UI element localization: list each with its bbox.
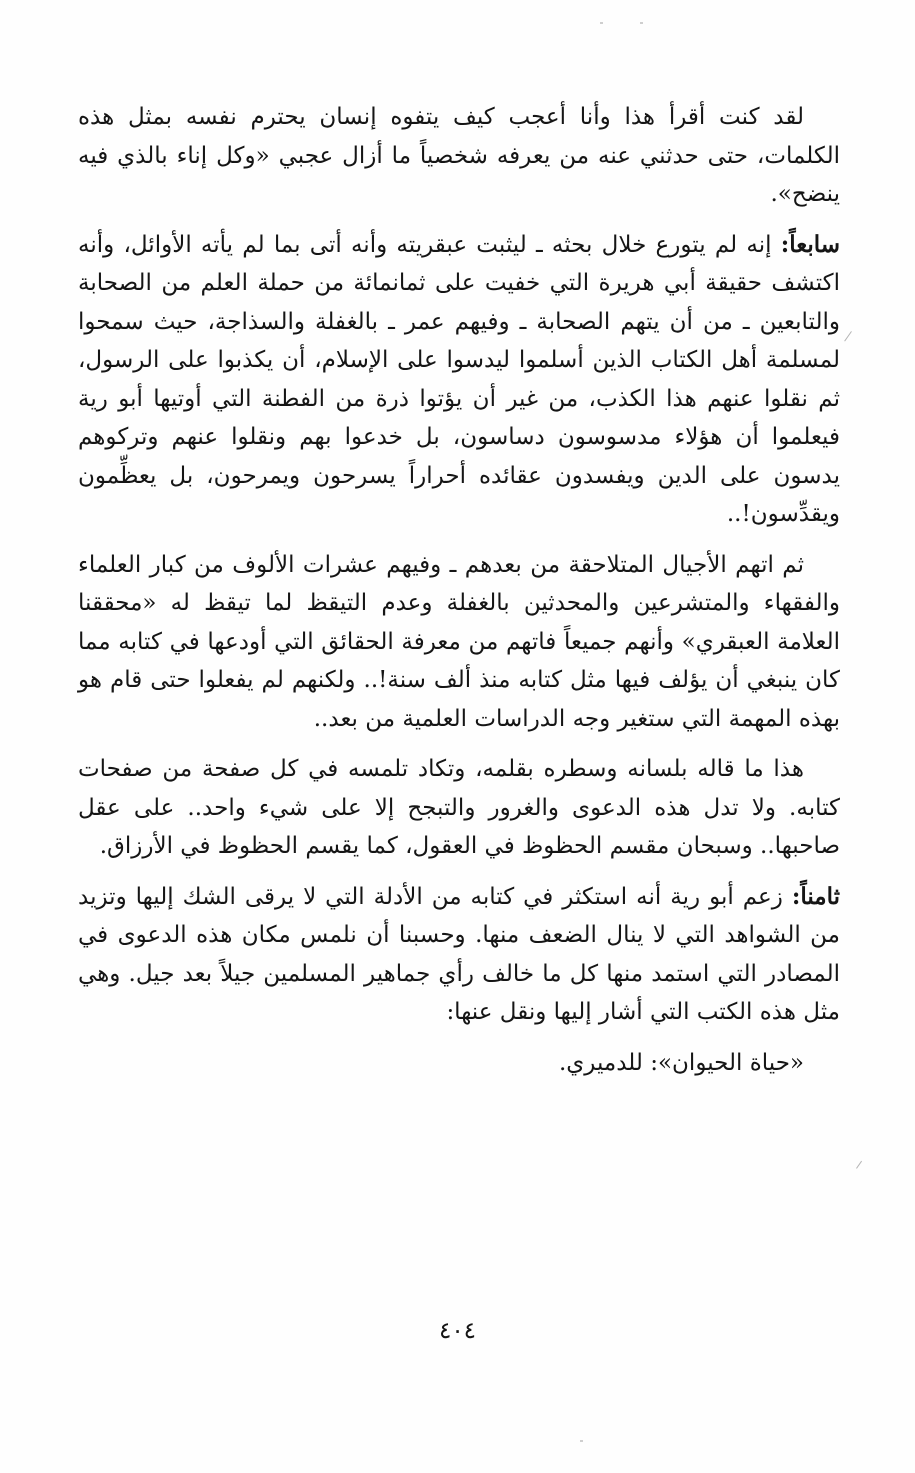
paragraph-2-text: إنه لم يتورع خلال بحثه ـ ليثبت عبقريته وأنه أتى بما لم يأته الأوائل، وأنه اكتشف حقيقة أبي هريرة التي خفيت على ثمانمائة من حملة العلم من الصحابة والتابعين ـ من أن يتهم الصحابة ـ وفيهم عمر ـ بالغفلة والسذاجة، حيث سمحوا لمسلمة أهل الكتاب الذين أسلموا ليدسوا على الإسلام، أن يكذبوا على الرسول، ثم نقلوا عنهم هذا الكذب، من غير أن يؤتوا ذرة من الفطنة التي أوتيها أبو رية فيعلموا أن هؤلاء مدسوسون دساسون، بل خدعوا بهم ونقلوا عنهم وتركوهم يدسون على الدين ويفسدون عقائده أحراراً يسرحون ويمرحون، بل يعظِّمون ويقدِّسون!..	[78, 231, 840, 527]
paragraph-6-text: «حياة الحيوان»: للدميري.	[558, 1049, 804, 1076]
scan-speck	[640, 22, 643, 24]
paragraph-6	[78, 1044, 840, 1083]
paragraph-5	[78, 878, 840, 1032]
margin-pencil-mark	[844, 331, 857, 345]
paragraph-3	[78, 546, 840, 739]
paragraph-4-text: هذا ما قاله بلسانه وسطره بقلمه، وتكاد تلمسه في كل صفحة من صفحات كتابه. ولا تدل هذه الدعوى والغرور والتبجح إلا على شيء واحد.. على عقل صاحبها.. وسبحان مقسم الحظوظ في العقول، كما يقسم الحظوظ في الأرزاق.	[78, 756, 840, 859]
page-number: ٤٠٤	[438, 1318, 477, 1344]
margin-pencil-mark	[856, 1161, 867, 1172]
scan-speck	[600, 22, 603, 24]
paragraph-2-lead: سابعاً:	[780, 230, 840, 258]
body-text	[78, 98, 840, 1094]
paragraph-5-text: زعم أبو رية أنه استكثر في كتابه من الأدلة التي لا يرقى الشك إليها وتزيد من الشواهد التي لا ينال الضعف منها. وحسبنا أن نلمس مكان هذه الدعوى في المصادر التي استمد منها كل ما خالف رأي جماهير المسلمين جيلاً بعد جيل. وهي مثل هذه الكتب التي أشار إليها ونقل عنها:	[78, 883, 840, 1025]
paragraph-1-text: لقد كنت أقرأ هذا وأنا أعجب كيف يتفوه إنسان يحترم نفسه بمثل هذه الكلمات، حتى حدثني عنه من يعرفه شخصياً ما أزال عجبي «وكل إناء بالذي فيه ينضح».	[78, 104, 840, 207]
paragraph-1	[78, 98, 840, 214]
paragraph-3-text: ثم اتهم الأجيال المتلاحقة من بعدهم ـ وفيهم عشرات الألوف من كبار العلماء والفقهاء والمتشرعين والمحدثين بالغفلة وعدم التيقظ لما تيقظ له «محققنا العلامة العبقري» وأنهم جميعاً فاتهم من معرفة الحقائق التي أودعها في كتابه مما كان ينبغي أن يؤلف فيها مثل كتابه منذ ألف سنة!.. ولكنهم لم يفعلوا حتى قام هو بهذه المهمة التي ستغير وجه الدراسات العلمية من بعد..	[78, 551, 840, 732]
paragraph-5-lead: ثامناً:	[791, 882, 840, 910]
paragraph-4	[78, 750, 840, 866]
paragraph-2	[78, 226, 840, 534]
scan-speck	[580, 1440, 583, 1442]
